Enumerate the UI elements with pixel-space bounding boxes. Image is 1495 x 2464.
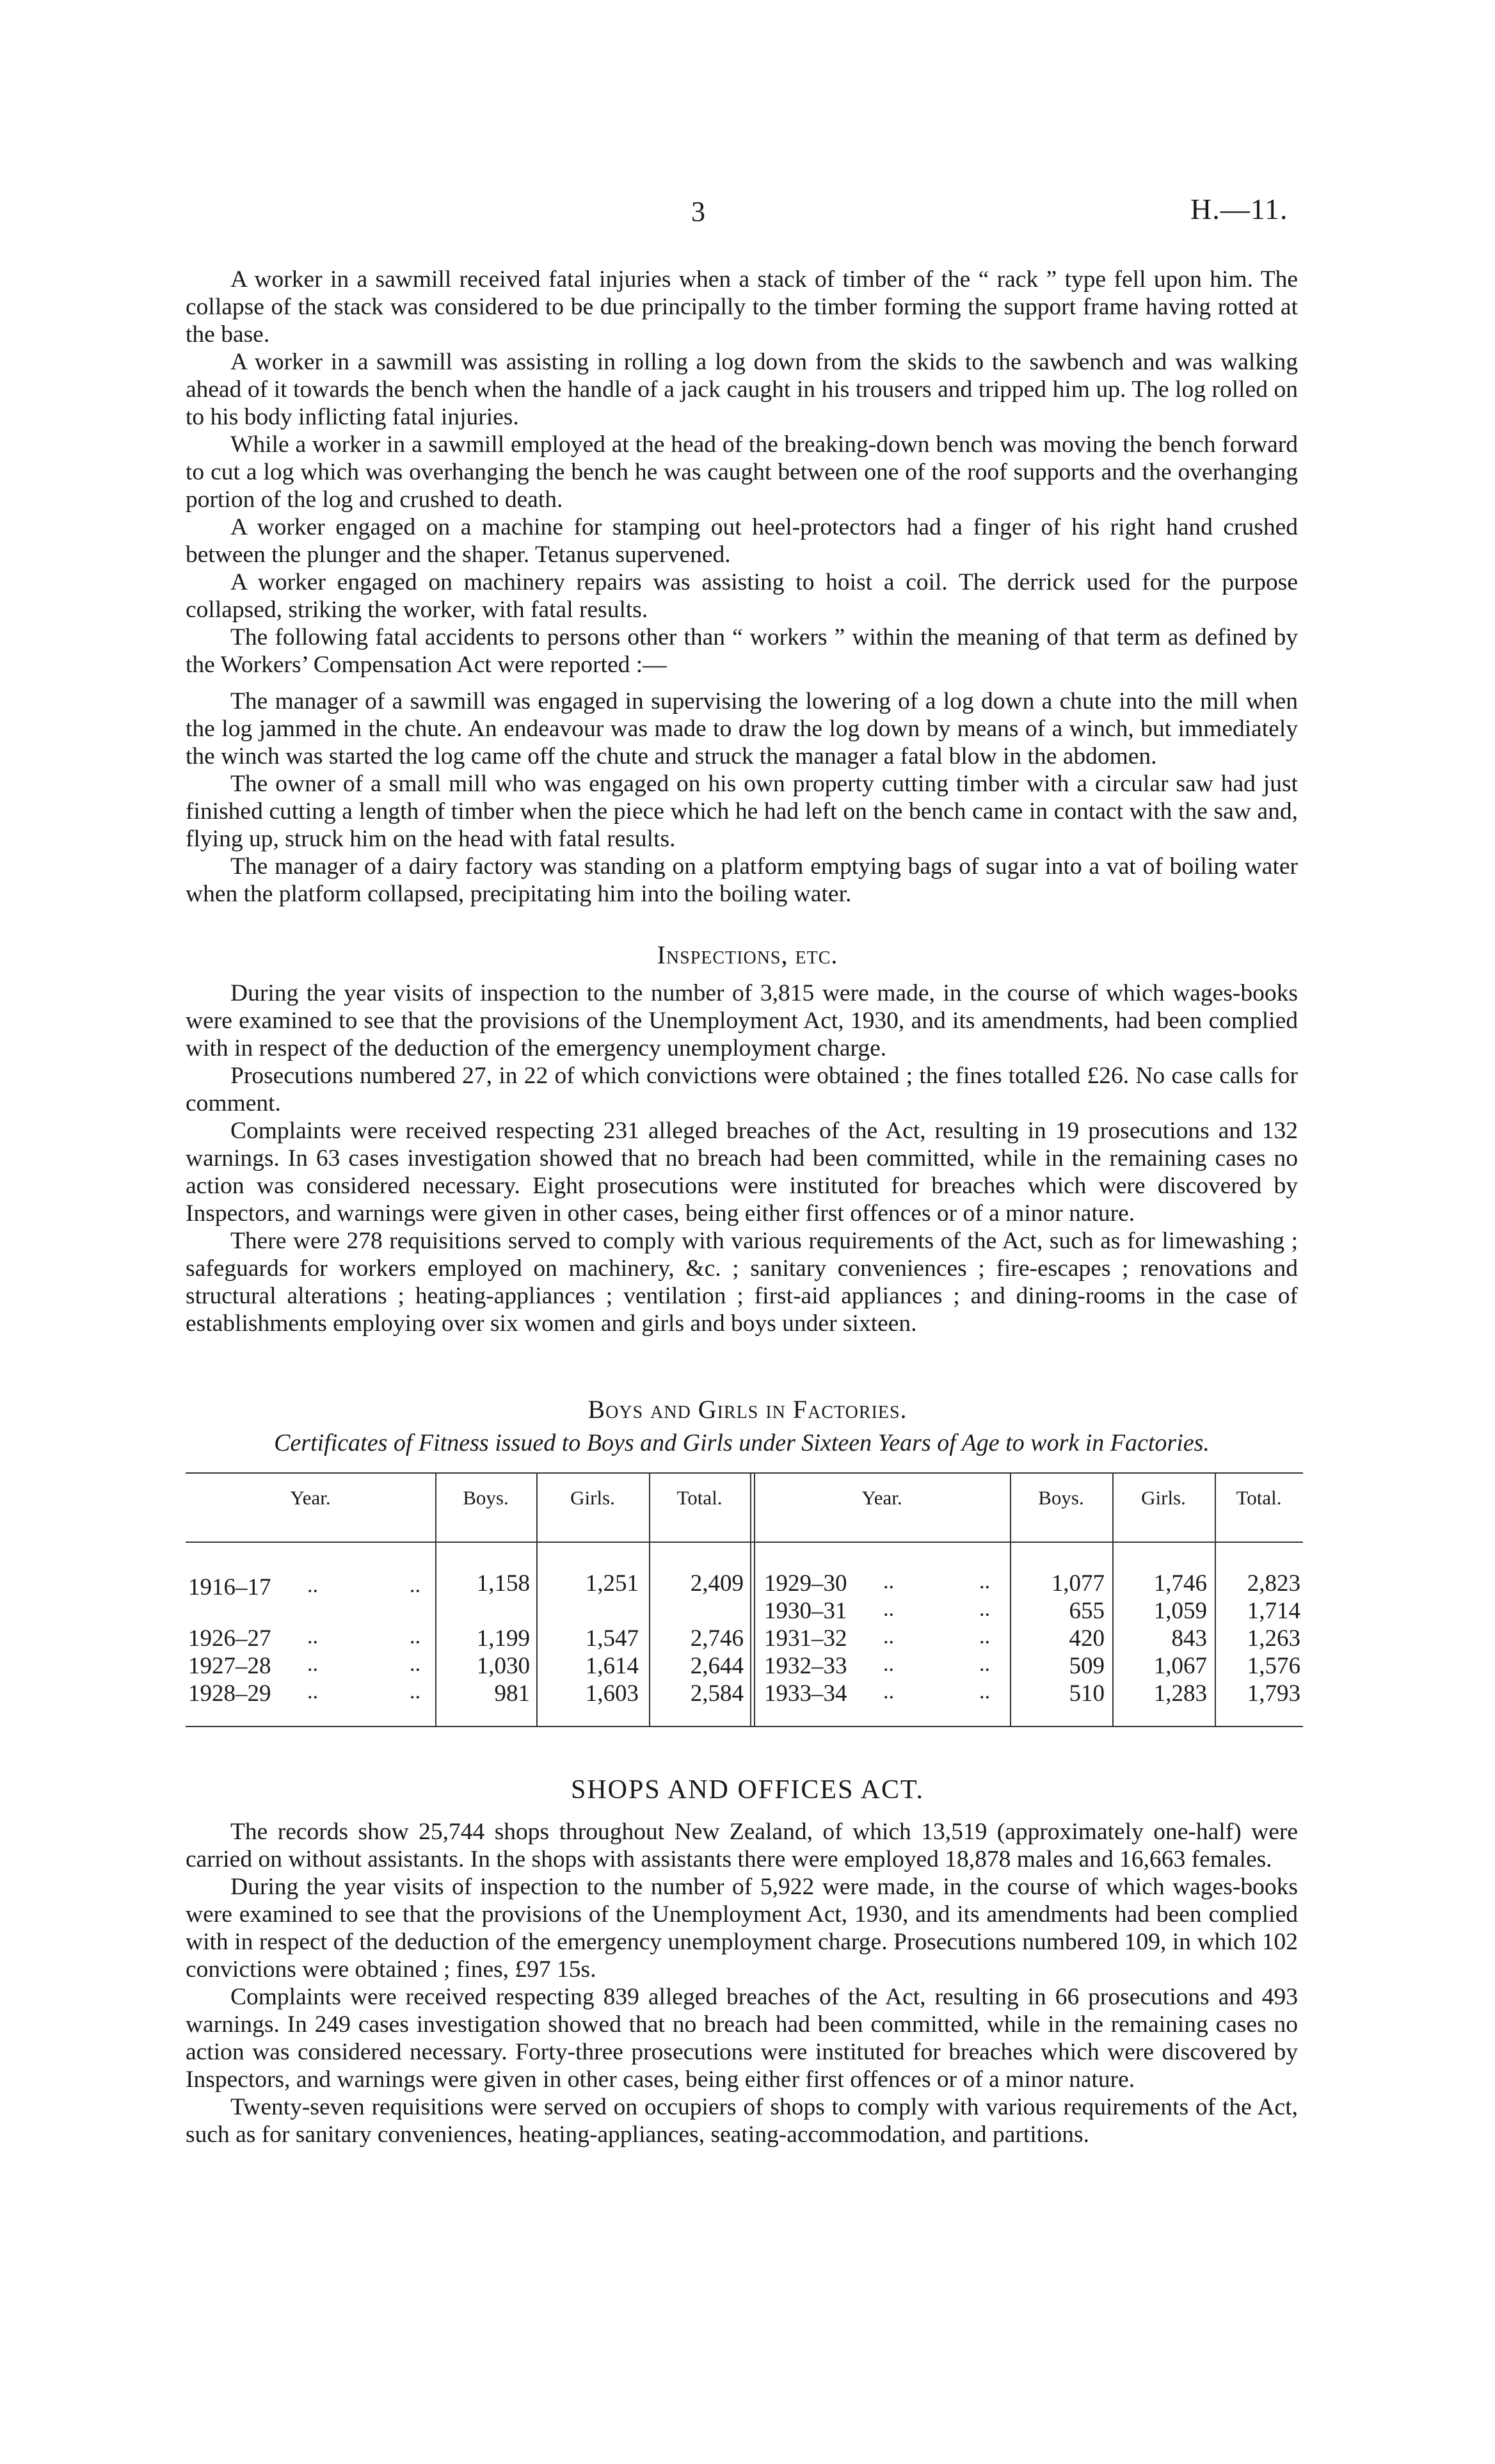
leader-dots: .. [307,1652,318,1676]
leader-dots: .. [883,1680,894,1703]
leader-dots: .. [979,1652,990,1676]
leader-dots: .. [410,1652,420,1676]
year-cell: 1933–34 [764,1680,847,1707]
inspections-heading: Inspections, etc. [657,940,838,969]
girls-cell: 1,614 [585,1653,639,1679]
table-top-rule [186,1472,1303,1474]
year-cell: 1930–31 [764,1598,847,1624]
leader-dots: .. [979,1680,990,1703]
leader-dots: .. [883,1652,894,1676]
leader-dots: .. [979,1570,990,1593]
girls-cell: 1,547 [585,1625,639,1652]
table-caption: Certificates of Fitness issued to Boys and Girls under Sixteen Years of Age to work in Factories. [274,1429,1210,1456]
header-year: Year. [290,1486,331,1509]
total-cell: 2,409 [690,1570,744,1597]
leader-dots: .. [883,1597,894,1621]
total-cell: 2,746 [690,1625,744,1652]
header-girls: Girls. [570,1486,615,1509]
total-cell: 1,714 [1247,1598,1300,1624]
girls-cell: 1,603 [585,1680,639,1707]
column-divider [754,1472,755,1727]
inspections-section [186,979,1298,1337]
total-cell: 2,584 [690,1680,744,1707]
year-cell: 1931–32 [764,1625,847,1652]
leader-dots: .. [979,1625,990,1648]
boys-cell: 655 [1069,1598,1105,1624]
paragraph: While a worker in a sawmill employed at the head of the breaking-down bench was moving the bench forward to cut a log which was overhanging the bench he was caught between one of the roof supports and the overhanging portion of the log and crushed to death. [186,431,1298,513]
paragraph: During the year visits of inspection to the number of 5,922 were made, in the course of which wages-books were examined to see that the provisions of the Unemployment Act, 1930, and its amendments had been complied with in respect of the deduction of the emergency unemployment charge. Prosecutions numbered 109, in which 102 convictions were obtained ; fines, £97 15s. [186,1874,1298,1983]
boys-cell: 1,158 [476,1570,530,1597]
paragraph: Complaints were received respecting 839 alleged breaches of the Act, resulting in 66 prosecutions and 493 warnings. In 249 cases investigation showed that no breach had been committed, while in the remaining cases no action was considered necessary. Forty-three prosecutions were instituted for breaches which were discovered by Inspectors, and warnings were given in other cases, being either first offences or of a minor nature. [186,1984,1298,2093]
leader-dots: .. [410,1574,420,1597]
header-boys: Boys. [463,1486,509,1509]
paragraph: There were 278 requisitions served to comply with various requirements of the Act, such as for limewashing ; safeguards for workers employed on machinery, &c. ; sanitary conveniences ; fire-escapes ; renovations and structural alterations ; heating-appliances ; ventilation ; first-aid appliances ; and dining-rooms in the case of establishments employing over six women and girls and boys under sixteen. [186,1228,1298,1337]
leader-dots: .. [883,1625,894,1648]
page-number: 3 [691,196,705,227]
paragraph: The manager of a dairy factory was standing on a platform emptying bags of sugar into a vat of boiling water when the platform collapsed, precipitating him into the boiling water. [186,853,1298,907]
leader-dots: .. [410,1680,420,1703]
boys-cell: 981 [494,1680,530,1707]
total-cell: 2,823 [1247,1570,1300,1597]
shops-heading: SHOPS AND OFFICES ACT. [570,1775,925,1805]
boys-cell: 510 [1069,1680,1105,1707]
paragraph: A worker engaged on a machine for stamping out heel-protectors had a finger of his right hand crushed between the plunger and the shaper. Tetanus supervened. [186,514,1298,568]
girls-cell: 1,251 [585,1570,639,1597]
leader-dots: .. [307,1625,318,1648]
boys-cell: 1,199 [476,1625,530,1652]
total-cell: 1,263 [1247,1625,1300,1652]
total-cell: 1,793 [1247,1680,1300,1707]
paragraph: Complaints were received respecting 231 alleged breaches of the Act, resulting in 19 prosecutions and 132 warnings. In 63 cases investigation showed that no breach had been committed, while in the remaining cases no action was considered necessary. Eight prosecutions were instituted for breaches which were discovered by Inspectors, and warnings were given in other cases, being either first offences or of a minor nature. [186,1118,1298,1227]
paragraph: A worker engaged on machinery repairs was assisting to hoist a coil. The derrick used for the purpose collapsed, striking the worker, with fatal results. [186,569,1298,623]
paragraph: The owner of a small mill who was engaged on his own property cutting timber with a circular saw had just finished cutting a length of timber when the piece which he had left on the bench came in contact with the saw and, flying up, struck him on the head with fatal results. [186,771,1298,852]
year-cell: 1928–29 [188,1680,271,1707]
paragraph: The manager of a sawmill was engaged in supervising the lowering of a log down a chute into the mill when the log jammed in the chute. An endeavour was made to draw the log down by means of a winch, but immediately the winch was started the log came off the chute and struck the manager a fatal blow in the abdomen. [186,688,1298,769]
year-cell: 1926–27 [188,1625,271,1652]
girls-cell: 1,746 [1153,1570,1207,1597]
paragraph: The records show 25,744 shops throughout New Zealand, of which 13,519 (approximately one-half) were carried on without assistants. In the shops with assistants there were employed 18,878 males and 16,663 females. [186,1819,1298,1872]
year-cell: 1916–17 [188,1574,271,1600]
header-total: Total. [1236,1486,1282,1509]
paragraph: A worker in a sawmill received fatal injuries when a stack of timber of the “ rack ” type fell upon him. The collapse of the stack was considered to be due principally to the timber forming the support frame having rotted at the base. [186,266,1298,348]
girls-cell: 1,067 [1153,1653,1207,1679]
boys-cell: 509 [1069,1653,1105,1679]
header-total: Total. [676,1486,723,1509]
year-cell: 1927–28 [188,1653,271,1679]
year-cell: 1932–33 [764,1653,847,1679]
header-boys: Boys. [1038,1486,1084,1509]
table-bottom-rule [186,1726,1303,1727]
paragraph: Twenty-seven requisitions were served on occupiers of shops to comply with various requirements of the Act, such as for sanitary conveniences, heating-appliances, seating-accommodation, and partitions. [186,2094,1298,2148]
fatal-accidents-section [186,266,1298,908]
boys-cell: 420 [1069,1625,1105,1652]
girls-cell: 1,283 [1153,1680,1207,1707]
boys-girls-heading: Boys and Girls in Factories. [588,1395,907,1424]
boys-cell: 1,030 [476,1653,530,1679]
leader-dots: .. [410,1625,420,1648]
paragraph: Prosecutions numbered 27, in 22 of which convictions were obtained ; the fines totalled £26. No case calls for comment. [186,1063,1298,1116]
leader-dots: .. [307,1680,318,1703]
shops-section [186,1818,1298,2148]
document-reference: H.—11. [1190,193,1288,225]
certificates-table [186,1472,1303,1728]
header-rule [186,1542,1303,1543]
paragraph: During the year visits of inspection to the number of 3,815 were made, in the course of which wages-books were examined to see that the provisions of the Unemployment Act, 1930, and its amendments, had been complied with in respect of the deduction of the emergency unemployment charge. [186,980,1298,1061]
total-cell: 1,576 [1247,1653,1300,1679]
leader-dots: .. [307,1574,318,1597]
header-girls: Girls. [1141,1486,1186,1509]
girls-cell: 843 [1171,1625,1207,1652]
paragraph: A worker in a sawmill was assisting in rolling a log down from the skids to the sawbench and was walking ahead of it towards the bench when the handle of a jack caught in his trousers and tripped him up. The log rolled on to his body inflicting fatal injuries. [186,349,1298,430]
column-divider [750,1472,751,1727]
year-cell: 1929–30 [764,1570,847,1597]
boys-cell: 1,077 [1051,1570,1105,1597]
header-year: Year. [861,1486,902,1509]
total-cell: 2,644 [690,1653,744,1679]
leader-dots: .. [883,1570,894,1593]
paragraph: The following fatal accidents to persons other than “ workers ” within the meaning of that term as defined by the Workers’ Compensation Act were reported :— [186,624,1298,678]
girls-cell: 1,059 [1153,1598,1207,1624]
leader-dots: .. [979,1597,990,1621]
